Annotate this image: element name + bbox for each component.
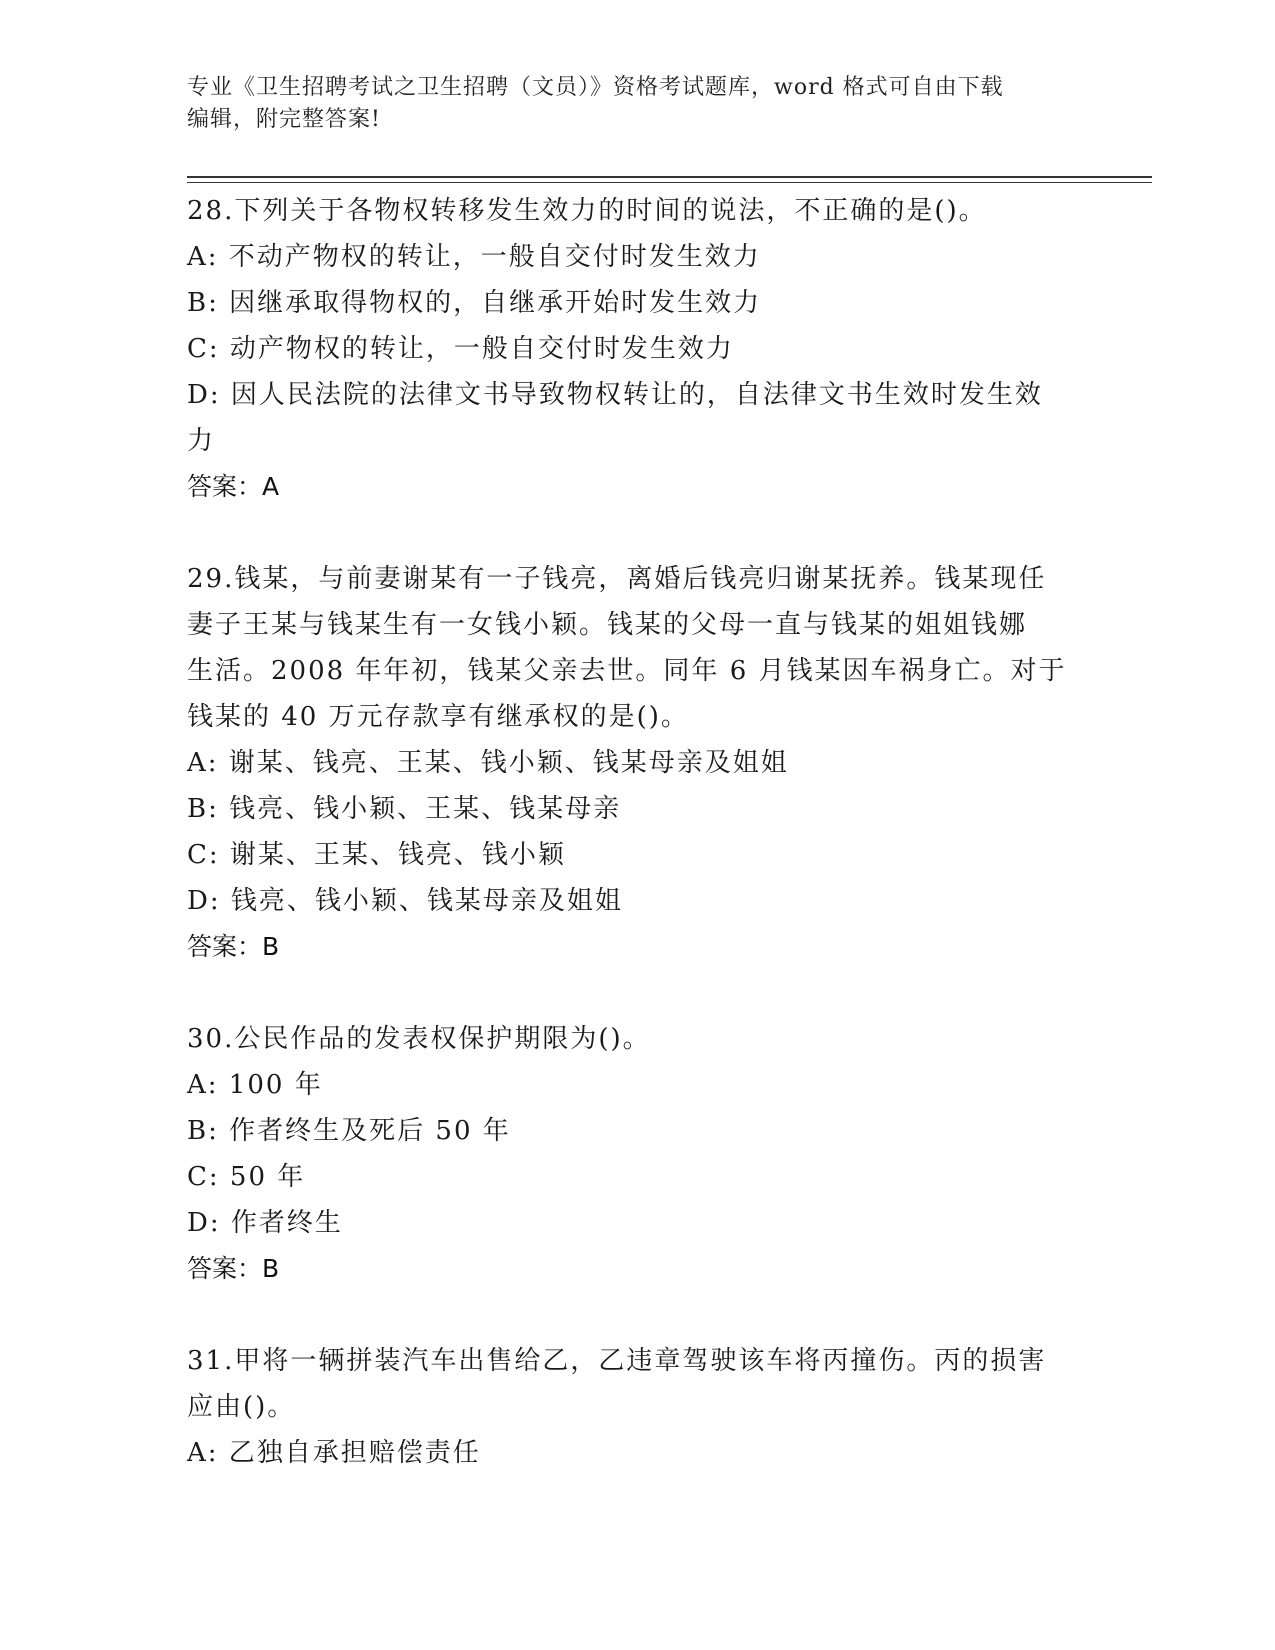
answer-option-line: A: 不动产物权的转让，一般自交付时发生效力 xyxy=(187,242,761,272)
question-stem-line: 生活。2008 年年初，钱某父亲去世。同年 6 月钱某因车祸身亡。对于 xyxy=(187,656,1067,686)
answer-key: 答案：B xyxy=(187,932,280,961)
answer-option-line: D: 因人民法院的法律文书导致物权转让的，自法律文书生效时发生效 xyxy=(187,380,1043,410)
question-list xyxy=(187,188,1087,1476)
question-stem-line: 妻子王某与钱某生有一女钱小颖。钱某的父母一直与钱某的姐姐钱娜 xyxy=(187,610,1028,640)
answer-key: 答案：B xyxy=(187,1254,280,1283)
answer-option-line: D: 作者终生 xyxy=(187,1208,343,1238)
question-stem-line: 应由()。 xyxy=(187,1392,296,1422)
header-line-2: 编辑，附完整答案! xyxy=(187,107,381,132)
answer-option-line: C: 谢某、王某、钱亮、钱小颖 xyxy=(187,840,566,870)
answer-option-line: B: 钱亮、钱小颖、王某、钱某母亲 xyxy=(187,794,622,824)
answer-option-line: B: 因继承取得物权的，自继承开始时发生效力 xyxy=(187,288,762,318)
answer-key: 答案：A xyxy=(187,472,280,501)
question-stem-line: 钱某的 40 万元存款享有继承权的是()。 xyxy=(187,702,689,732)
answer-option-line: A: 谢某、钱亮、王某、钱小颖、钱某母亲及姐姐 xyxy=(187,748,789,778)
page-header xyxy=(187,72,1067,136)
answer-option-line: A: 100 年 xyxy=(187,1070,323,1100)
question-block xyxy=(187,1338,1087,1476)
question-stem-line: 28.下列关于各物权转移发生效力的时间的说法，不正确的是()。 xyxy=(187,196,987,226)
answer-option-line: D: 钱亮、钱小颖、钱某母亲及姐姐 xyxy=(187,886,623,916)
header-divider-thick xyxy=(187,176,1152,178)
question-stem-line: 29.钱某，与前妻谢某有一子钱亮，离婚后钱亮归谢某抚养。钱某现任 xyxy=(187,564,1047,594)
header-divider-thin xyxy=(187,182,1152,183)
question-block xyxy=(187,556,1087,970)
question-block xyxy=(187,1016,1087,1292)
question-block xyxy=(187,188,1087,510)
header-line-1: 专业《卫生招聘考试之卫生招聘（文员）》资格考试题库，word 格式可自由下载 xyxy=(187,75,1004,100)
question-stem-line: 31.甲将一辆拼装汽车出售给乙，乙违章驾驶该车将丙撞伤。丙的损害 xyxy=(187,1346,1047,1376)
answer-option-line: A: 乙独自承担赔偿责任 xyxy=(187,1438,481,1468)
question-stem-line: 30.公民作品的发表权保护期限为()。 xyxy=(187,1024,651,1054)
answer-option-line: C: 50 年 xyxy=(187,1162,306,1192)
answer-option-line: 力 xyxy=(187,426,216,456)
answer-option-line: C: 动产物权的转让，一般自交付时发生效力 xyxy=(187,334,734,364)
answer-option-line: B: 作者终生及死后 50 年 xyxy=(187,1116,511,1146)
